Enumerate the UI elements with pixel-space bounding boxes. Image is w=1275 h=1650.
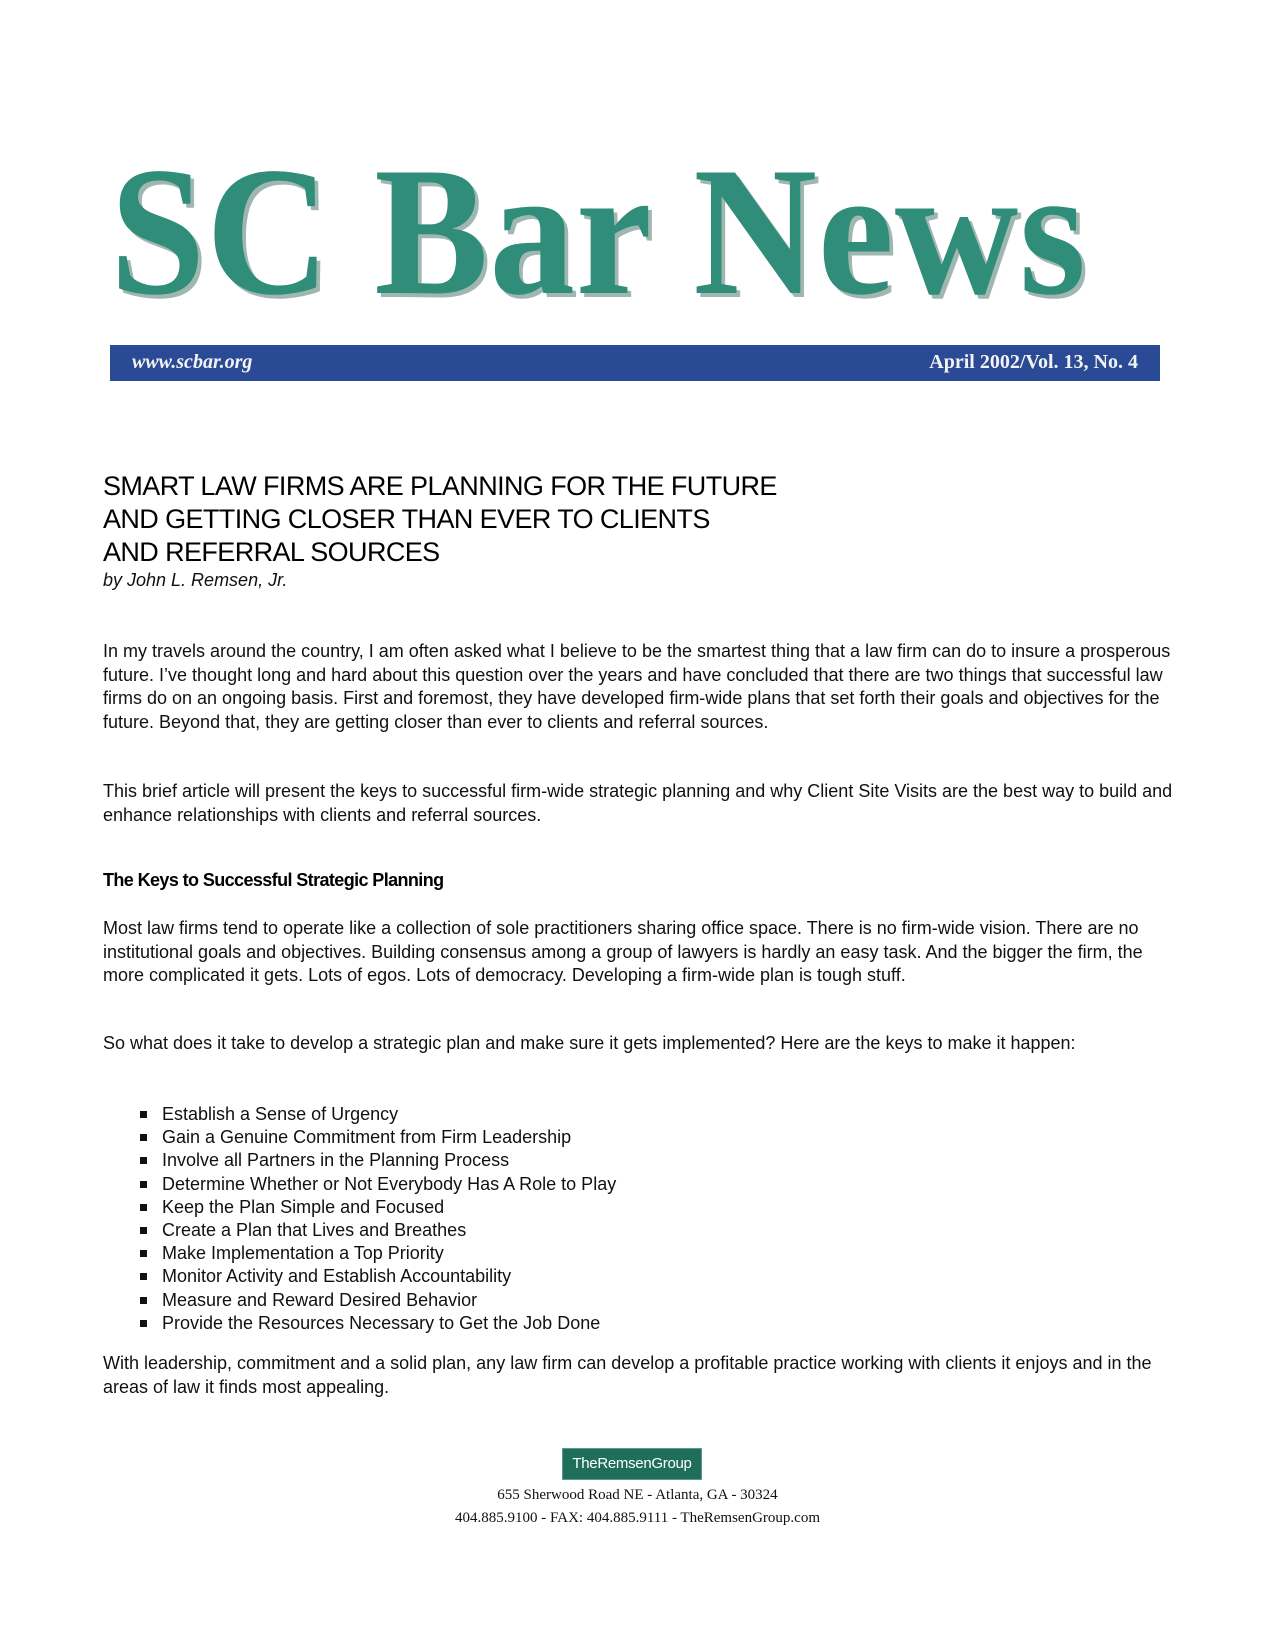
masthead-title: SC Bar News xyxy=(110,129,1087,333)
masthead-website: www.scbar.org xyxy=(132,351,253,373)
masthead-bar xyxy=(110,345,1160,381)
intro-paragraph: This brief article will present the keys to successful firm-wide strategic planning and why Client Site Visits are the best way to build and enhance relationships with clients and referral sources. xyxy=(103,781,1173,825)
list-item: Determine Whether or Not Everybody Has A Role to Play xyxy=(138,1173,616,1196)
section-paragraph: So what does it take to develop a strategic plan and make sure it gets implemented? Here are the keys to make it happen: xyxy=(103,1033,1076,1053)
footer-address: 655 Sherwood Road NE - Atlanta, GA - 30324 xyxy=(497,1487,778,1503)
masthead xyxy=(110,129,1150,373)
article-title-line: AND GETTING CLOSER THAN EVER TO CLIENTS xyxy=(103,504,710,534)
footer-contact: 404.885.9100 - FAX: 404.885.9111 - TheRemsenGroup.com xyxy=(455,1510,820,1526)
list-item: Gain a Genuine Commitment from Firm Leadership xyxy=(138,1126,616,1149)
list-item: Create a Plan that Lives and Breathes xyxy=(138,1219,616,1242)
list-item: Make Implementation a Top Priority xyxy=(138,1242,616,1265)
list-item: Keep the Plan Simple and Focused xyxy=(138,1196,616,1219)
list-item: Measure and Reward Desired Behavior xyxy=(138,1289,616,1312)
closing-paragraph: With leadership, commitment and a solid plan, any law firm can develop a profitable practice working with clients it enjoys and in the areas of law it finds most appealing. xyxy=(103,1353,1152,1397)
list-item: Provide the Resources Necessary to Get the Job Done xyxy=(138,1312,616,1335)
section-paragraph: Most law firms tend to operate like a collection of sole practitioners sharing office space. There is no firm-wide vision. There are no institutional goals and objectives. Building consensus among a group of lawyers is hardly an easy task. And the bigger the firm, the more complicated it gets. Lots of egos. Lots of democracy. Developing a firm-wide plan is tough stuff. xyxy=(103,918,1143,985)
intro-paragraph: In my travels around the country, I am often asked what I believe to be the smartest thing that a law firm can do to insure a prosperous future. I’ve thought long and hard about this question over the years and have concluded that there are two things that successful law firms do on an ongoing basis. First and foremost, they have developed firm-wide plans that set forth their goals and objectives for the future. Beyond that, they are getting closer than ever to clients and referral sources. xyxy=(103,641,1171,732)
remsen-group-logo: TheRemsenGroup xyxy=(562,1448,702,1480)
list-item: Establish a Sense of Urgency xyxy=(138,1103,616,1126)
masthead-issue: April 2002/Vol. 13, No. 4 xyxy=(929,351,1138,373)
keys-list xyxy=(138,1103,616,1335)
section-heading: The Keys to Successful Strategic Planning xyxy=(103,870,444,890)
article-title-line: SMART LAW FIRMS ARE PLANNING FOR THE FUTURE xyxy=(103,471,777,501)
article-title-line: AND REFERRAL SOURCES xyxy=(103,537,440,567)
article-byline: by John L. Remsen, Jr. xyxy=(103,570,288,590)
list-item: Involve all Partners in the Planning Process xyxy=(138,1149,616,1172)
list-item: Monitor Activity and Establish Accountability xyxy=(138,1265,616,1288)
article-title xyxy=(103,470,1003,569)
